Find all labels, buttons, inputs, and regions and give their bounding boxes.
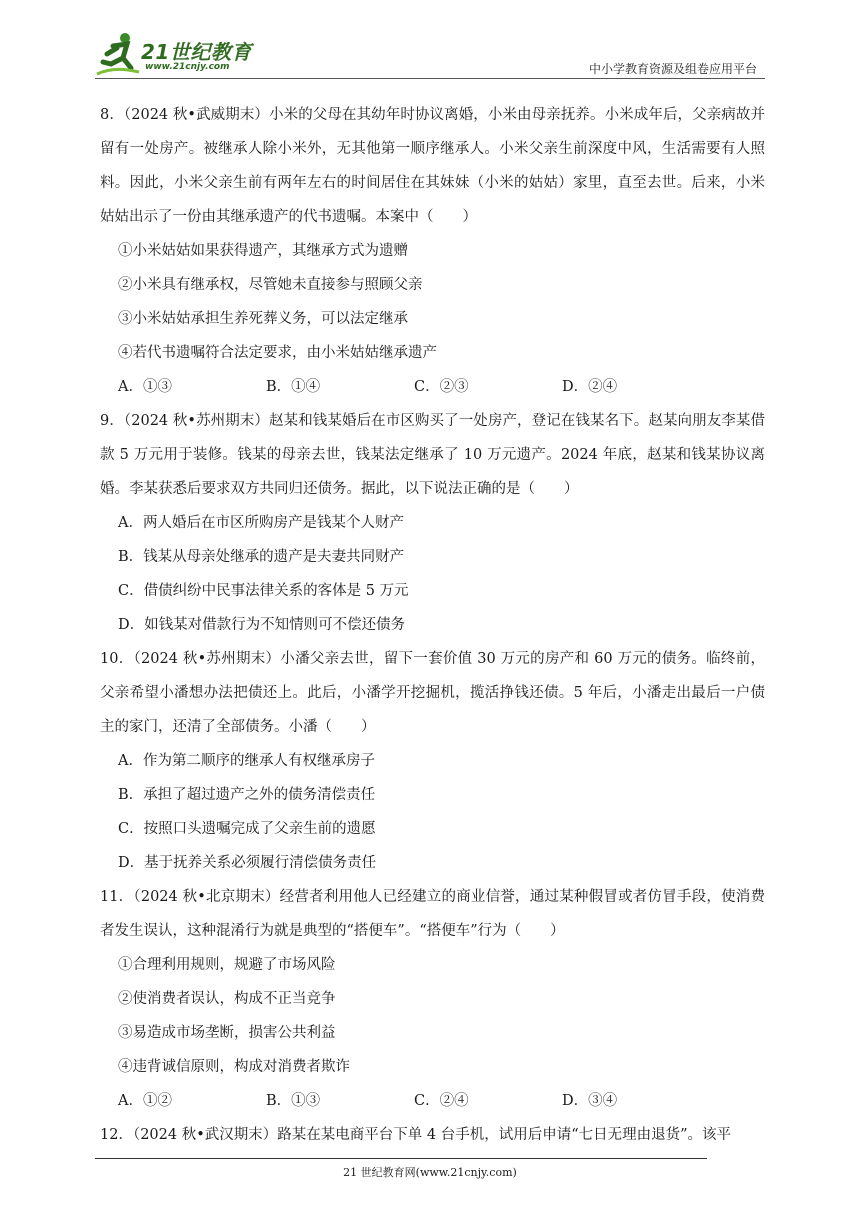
question-stem: 9．（2024 秋•苏州期末）赵某和钱某婚后在市区购买了一处房产，登记在钱某名下。赵某向朋友李某借款 5 万元用于装修。钱某的母亲去世，钱某法定继承了 10 万元遗产。2024 年底，赵某和钱某协议离婚。李某获悉后要求双方共同归还债务。据此，以下说法正确的是（ ） bbox=[100, 413, 765, 497]
choice-a[interactable]: A．作为第二顺序的继承人有权继承房子 bbox=[118, 753, 375, 769]
statement-item: ②小米具有继承权，尽管她未直接参与照顾父亲 bbox=[118, 277, 423, 293]
question-stem: 12．（2024 秋•武汉期末）路某在某电商平台下单 4 台手机，试用后申请“七日无理由退货”。该平 bbox=[100, 1127, 732, 1143]
choice-d[interactable]: D．②④ bbox=[562, 379, 618, 395]
question-10 bbox=[100, 642, 765, 880]
site-logo[interactable] bbox=[95, 28, 265, 80]
question-12 bbox=[100, 1118, 765, 1152]
choice-d[interactable]: D．③④ bbox=[562, 1093, 618, 1109]
footer-divider bbox=[95, 1158, 707, 1159]
choice-b[interactable]: B．①③ bbox=[266, 1093, 321, 1109]
logo-text: 21世纪教育 bbox=[141, 40, 252, 64]
question-9 bbox=[100, 404, 765, 642]
choice-c[interactable]: C．②④ bbox=[414, 1093, 469, 1109]
choice-c[interactable]: C．按照口头遗嘱完成了父亲生前的遗愿 bbox=[118, 821, 376, 837]
question-stem: 11．（2024 秋•北京期末）经营者利用他人已经建立的商业信誉，通过某种假冒或者仿冒手段，使消费者发生误认，这种混淆行为就是典型的“搭便车”。“搭便车”行为（ ） bbox=[100, 889, 765, 939]
answer-choices bbox=[100, 1084, 765, 1118]
platform-title: 中小学教育资源及组卷应用平台 bbox=[588, 62, 757, 76]
statement-item: ①小米姑姑如果获得遗产，其继承方式为遗赠 bbox=[118, 243, 408, 259]
choice-d[interactable]: D．基于抚养关系必须履行清偿债务责任 bbox=[118, 855, 377, 871]
statement-item: ④违背诚信原则，构成对消费者欺诈 bbox=[118, 1059, 350, 1075]
statement-item: ④若代书遗嘱符合法定要求，由小米姑姑继承遗产 bbox=[118, 345, 437, 361]
statement-item: ②使消费者误认，构成不正当竞争 bbox=[118, 991, 336, 1007]
runner-logo-icon bbox=[95, 28, 141, 78]
statement-item: ③小米姑姑承担生养死葬义务，可以法定继承 bbox=[118, 311, 408, 327]
statement-item: ①合理利用规则，规避了市场风险 bbox=[118, 957, 336, 973]
question-8 bbox=[100, 98, 765, 404]
choice-a[interactable]: A．两人婚后在市区所购房产是钱某个人财产 bbox=[118, 515, 404, 531]
statement-item: ③易造成市场垄断，损害公共利益 bbox=[118, 1025, 336, 1041]
choice-b[interactable]: B．①④ bbox=[266, 379, 321, 395]
choice-d[interactable]: D．如钱某对借款行为不知情则可不偿还债务 bbox=[118, 617, 406, 633]
question-list bbox=[100, 98, 765, 1152]
choice-b[interactable]: B．钱某从母亲处继承的遗产是夫妻共同财产 bbox=[118, 549, 405, 565]
page-footer[interactable]: 21 世纪教育网(www.21cnjy.com) bbox=[343, 1166, 517, 1179]
logo-url: www.21cnjy.com bbox=[145, 62, 230, 72]
question-11 bbox=[100, 880, 765, 1118]
choice-b[interactable]: B．承担了超过遗产之外的债务清偿责任 bbox=[118, 787, 376, 803]
choice-a[interactable]: A．①② bbox=[118, 1093, 172, 1109]
answer-choices bbox=[100, 370, 765, 404]
choice-c[interactable]: C．借债纠纷中民事法律关系的客体是 5 万元 bbox=[118, 583, 409, 599]
choice-a[interactable]: A．①③ bbox=[118, 379, 172, 395]
question-stem: 8．（2024 秋•武威期末）小米的父母在其幼年时协议离婚，小米由母亲抚养。小米成年后，父亲病故并留有一处房产。被继承人除小米外，无其他第一顺序继承人。小米父亲生前深度中风，生活需要有人照料。因此，小米父亲生前有两年左右的时间居住在其妹妹（小米的姑姑）家里，直至去世。后来，小米姑姑出示了一份由其继承遗产的代书遗嘱。本案中（ ） bbox=[100, 107, 765, 225]
header-divider bbox=[95, 78, 765, 79]
choice-c[interactable]: C．②③ bbox=[414, 379, 469, 395]
question-stem: 10．（2024 秋•苏州期末）小潘父亲去世，留下一套价值 30 万元的房产和 60 万元的债务。临终前，父亲希望小潘想办法把债还上。此后，小潘学开挖掘机，揽活挣钱还债。5 年后，小潘走出最后一户债主的家门，还清了全部债务。小潘（ ） bbox=[100, 651, 765, 735]
page-header bbox=[95, 28, 765, 80]
